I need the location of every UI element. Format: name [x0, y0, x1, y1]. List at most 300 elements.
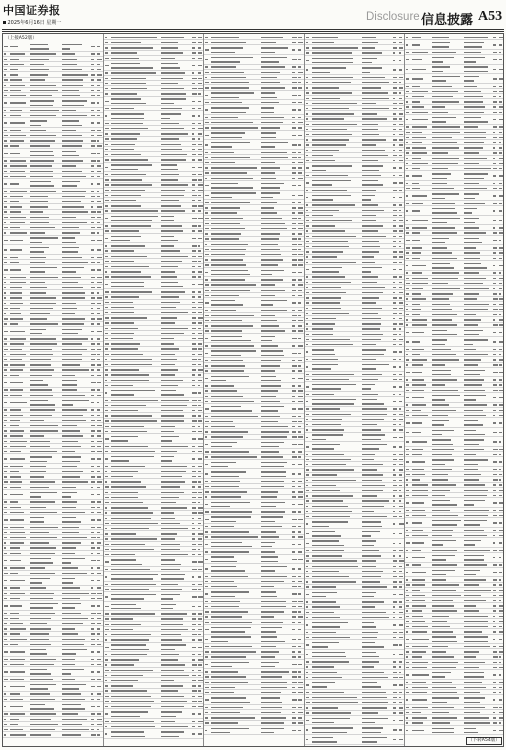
- table-cell-text: [292, 127, 296, 128]
- table-cell-text: [312, 72, 330, 73]
- table-cell-text: [30, 521, 44, 522]
- table-cell-text: [362, 210, 385, 211]
- table-cell-text: [205, 639, 208, 640]
- table-cell-text: [393, 225, 396, 226]
- table-cell-text: [499, 247, 503, 248]
- table-row: [305, 347, 404, 357]
- table-cell-text: [406, 132, 410, 133]
- table-cell-text: [432, 364, 446, 365]
- table-cell-text: [399, 87, 403, 88]
- table-cell-text: [362, 480, 382, 481]
- table-cell-text: [205, 144, 207, 145]
- table-cell-text: [198, 218, 203, 219]
- table-cell-text: [464, 147, 483, 148]
- table-cell-text: [10, 74, 18, 75]
- table-cell-text: [412, 454, 422, 455]
- table-cell-text: [105, 639, 107, 640]
- table-cell-text: [306, 485, 308, 486]
- table-cell-text: [393, 485, 397, 486]
- table-cell-text: [105, 584, 108, 585]
- table-cell-text: [406, 232, 409, 233]
- table-cell-text: [30, 155, 54, 156]
- table-cell-text: [306, 282, 309, 283]
- table-cell-text: [97, 430, 101, 431]
- table-cell-text: [205, 385, 207, 386]
- table-cell-text: [261, 622, 283, 623]
- table-cell-text: [261, 249, 280, 250]
- table-cell-text: [412, 692, 427, 693]
- table-cell-text: [10, 671, 25, 672]
- table-cell-text: [198, 307, 202, 308]
- table-cell-text: [406, 557, 409, 558]
- table-cell-text: [30, 165, 52, 166]
- table-cell-text: [306, 474, 310, 475]
- table-cell-text: [211, 570, 245, 571]
- table-cell-text: [30, 262, 45, 263]
- table-cell-text: [362, 394, 378, 395]
- table-cell-text: [298, 249, 301, 250]
- table-cell-text: [192, 230, 195, 231]
- table-cell-text: [97, 639, 99, 640]
- table-cell-text: [62, 375, 75, 376]
- table-row: [405, 40, 504, 50]
- table-cell-text: [192, 685, 196, 686]
- table-cell-text: [393, 424, 396, 425]
- table-cell-text: [161, 42, 178, 43]
- table-cell-text: [30, 115, 56, 116]
- table-cell-text: [30, 425, 58, 426]
- table-cell-text: [298, 730, 301, 731]
- table-cell-text: [105, 405, 107, 406]
- table-cell-text: [211, 546, 251, 547]
- table-cell-text: [205, 496, 207, 497]
- table-cell-text: [399, 215, 402, 216]
- table-cell-text: [493, 349, 497, 350]
- table-cell-text: [393, 302, 397, 303]
- table-cell-text: [261, 197, 273, 198]
- table-cell-text: [412, 651, 427, 652]
- table-cell-text: [292, 345, 295, 346]
- table-cell-text: [432, 178, 447, 179]
- table-cell-text: [393, 246, 396, 247]
- table-cell-text: [62, 441, 78, 442]
- table-cell-text: [91, 262, 95, 263]
- table-cell-text: [62, 673, 71, 674]
- table-row: [3, 556, 103, 566]
- table-cell-text: [97, 671, 100, 672]
- table-cell-text: [205, 102, 208, 103]
- table-cell-text: [97, 580, 100, 581]
- table-cell-text: [406, 550, 409, 551]
- table-cell-text: [205, 504, 208, 505]
- table-cell-text: [105, 93, 108, 94]
- table-cell-text: [393, 282, 395, 283]
- table-cell-text: [312, 454, 345, 455]
- table-cell-text: [362, 434, 385, 435]
- table-cell-text: [97, 532, 100, 533]
- table-cell-text: [499, 147, 503, 148]
- table-cell-text: [211, 345, 254, 346]
- table-cell-text: [298, 593, 301, 594]
- table-cell-text: [362, 297, 380, 298]
- table-cell-text: [432, 46, 449, 47]
- table-cell-text: [62, 237, 75, 238]
- table-cell-text: [406, 674, 410, 675]
- table-cell-text: [91, 53, 95, 54]
- table-cell-text: [62, 713, 78, 714]
- table-cell-text: [399, 262, 403, 263]
- table-cell-text: [306, 446, 309, 447]
- table-row: [204, 45, 303, 55]
- table-cell-text: [62, 338, 88, 339]
- table-cell-text: [393, 394, 396, 395]
- table-cell-text: [161, 604, 176, 605]
- table-cell-text: [62, 653, 76, 654]
- table-cell-text: [211, 722, 238, 723]
- table-cell-text: [91, 64, 94, 65]
- table-cell-text: [432, 252, 453, 253]
- table-cell-text: [211, 732, 230, 733]
- table-cell-text: [292, 185, 296, 186]
- table-cell-text: [292, 212, 295, 213]
- table-cell-text: [493, 232, 497, 233]
- table-cell-text: [406, 441, 409, 442]
- table-cell-text: [105, 88, 108, 89]
- table-cell-text: [161, 502, 176, 503]
- table-cell-text: [198, 276, 201, 277]
- table-cell-text: [192, 128, 195, 129]
- table-cell-text: [211, 284, 256, 285]
- table-cell-text: [292, 109, 296, 110]
- table-cell-text: [298, 117, 301, 118]
- table-cell-text: [97, 165, 101, 166]
- table-cell-text: [62, 607, 75, 608]
- table-row: [305, 265, 404, 275]
- table-cell-text: [464, 227, 479, 228]
- table-cell-text: [261, 451, 279, 452]
- table-cell-text: [412, 265, 427, 266]
- table-cell-text: [493, 490, 496, 491]
- table-cell-text: [312, 374, 355, 375]
- table-cell-text: [192, 733, 195, 734]
- table-cell-text: [97, 102, 99, 103]
- table-cell-text: [464, 152, 480, 153]
- table-cell-text: [399, 555, 402, 556]
- table-cell-text: [10, 165, 27, 166]
- table-cell-text: [406, 332, 409, 333]
- table-cell-text: [4, 487, 7, 488]
- table-cell-text: [298, 238, 301, 239]
- table-cell-text: [198, 629, 202, 630]
- table-cell-text: [30, 333, 42, 334]
- table-cell-text: [205, 656, 208, 657]
- table-cell-text: [306, 175, 309, 176]
- table-cell-text: [312, 637, 350, 638]
- table-cell-text: [211, 521, 235, 522]
- table-cell-text: [192, 549, 196, 550]
- table-cell-text: [362, 144, 376, 145]
- table-cell-text: [399, 92, 401, 93]
- table-cell-text: [105, 569, 108, 570]
- table-cell-text: [298, 345, 302, 346]
- table-cell-text: [161, 220, 174, 221]
- table-cell-text: [198, 523, 201, 524]
- table-cell-text: [211, 325, 253, 326]
- table-cell-text: [198, 606, 201, 607]
- table-cell-text: [432, 510, 451, 511]
- table-row: [405, 191, 504, 201]
- table-cell-text: [10, 476, 21, 477]
- table-cell-text: [362, 62, 372, 63]
- table-cell-text: [192, 200, 195, 201]
- table-cell-text: [62, 521, 81, 522]
- table-cell-text: [105, 451, 108, 452]
- table-cell-text: [406, 126, 410, 127]
- table-cell-text: [4, 74, 6, 75]
- table-cell-text: [4, 699, 7, 700]
- table-cell-text: [362, 672, 384, 673]
- table-cell-text: [111, 190, 145, 191]
- table-cell-text: [62, 446, 81, 447]
- table-cell-text: [10, 402, 27, 403]
- table-cell-text: [211, 162, 235, 163]
- table-cell-text: [30, 537, 57, 538]
- table-cell-text: [493, 278, 497, 279]
- table-cell-text: [412, 662, 428, 663]
- table-cell-text: [261, 662, 279, 663]
- table-cell-text: [105, 589, 109, 590]
- table-cell-text: [30, 593, 54, 594]
- table-row: [3, 149, 103, 159]
- table-cell-text: [432, 559, 447, 560]
- table-cell-text: [111, 528, 149, 529]
- table-cell-text: [97, 69, 101, 70]
- table-cell-text: [261, 102, 278, 103]
- table-cell-text: [306, 215, 309, 216]
- table-cell-text: [261, 270, 284, 271]
- table-cell-text: [432, 76, 460, 77]
- table-cell-text: [105, 174, 108, 175]
- table-cell-text: [161, 83, 178, 84]
- table-cell-text: [432, 80, 446, 81]
- table-cell-text: [412, 78, 423, 79]
- table-cell-text: [432, 334, 457, 335]
- table-cell-text: [91, 532, 94, 533]
- table-row: [305, 519, 404, 529]
- table-cell-text: [161, 523, 180, 524]
- table-cell-text: [292, 722, 296, 723]
- table-cell-text: [406, 252, 410, 253]
- table-cell-text: [111, 544, 145, 545]
- table-cell-text: [261, 97, 276, 98]
- table-cell-text: [261, 591, 276, 592]
- table-row: [305, 65, 404, 75]
- table-cell-text: [211, 561, 236, 562]
- table-cell-text: [91, 282, 94, 283]
- table-cell-text: [111, 659, 139, 660]
- table-cell-text: [205, 228, 209, 229]
- table-cell-text: [30, 420, 44, 421]
- table-cell-text: [261, 656, 275, 657]
- table-cell-text: [192, 576, 194, 577]
- table-cell-text: [192, 471, 196, 472]
- table-cell-text: [362, 103, 377, 104]
- table-cell-text: [306, 182, 310, 183]
- table-row: [104, 163, 203, 173]
- table-cell-text: [412, 240, 420, 241]
- table-cell-text: [192, 167, 195, 168]
- table-cell-text: [205, 551, 208, 552]
- table-cell-text: [393, 533, 395, 534]
- table-cell-text: [261, 491, 278, 492]
- table-cell-text: [10, 560, 21, 561]
- table-cell-text: [432, 57, 454, 58]
- table-cell-text: [97, 409, 100, 410]
- table-cell-text: [4, 560, 7, 561]
- table-cell-text: [97, 201, 101, 202]
- table-cell-text: [298, 302, 301, 303]
- table-cell-text: [198, 256, 202, 257]
- table-cell-text: [362, 308, 382, 309]
- table-cell-text: [30, 271, 45, 272]
- table-cell-text: [393, 204, 396, 205]
- table-cell-text: [298, 152, 301, 153]
- table-cell-text: [493, 298, 498, 299]
- table-row: [3, 118, 103, 128]
- table-cell-text: [105, 544, 109, 545]
- table-cell-text: [412, 397, 425, 398]
- table-cell-text: [62, 384, 77, 385]
- table-cell-text: [261, 355, 284, 356]
- table-cell-text: [298, 102, 302, 103]
- table-cell-text: [192, 65, 195, 66]
- table-cell-text: [205, 671, 207, 672]
- table-cell-text: [292, 378, 295, 379]
- table-cell-text: [362, 419, 384, 420]
- table-cell-text: [499, 484, 502, 485]
- table-cell-text: [261, 442, 284, 443]
- table-cell-text: [198, 446, 203, 447]
- table-cell-text: [412, 449, 423, 450]
- table-cell-text: [362, 287, 385, 288]
- table-cell-text: [493, 319, 495, 320]
- table-cell-text: [312, 328, 333, 329]
- table-cell-text: [97, 249, 101, 250]
- table-cell-text: [97, 573, 101, 574]
- table-cell-text: [399, 359, 401, 360]
- table-cell-text: [464, 667, 480, 668]
- table-cell-text: [464, 359, 482, 360]
- table-cell-text: [211, 142, 250, 143]
- table-cell-text: [91, 140, 96, 141]
- table-cell-text: [10, 415, 23, 416]
- table-cell-text: [399, 543, 402, 544]
- table-cell-text: [493, 557, 495, 558]
- table-cell-text: [261, 692, 280, 693]
- table-row: [305, 163, 404, 173]
- table-cell-text: [399, 672, 401, 673]
- table-cell-text: [205, 699, 208, 700]
- table-cell-text: [292, 426, 294, 427]
- table-cell-text: [62, 79, 83, 80]
- table-cell-text: [211, 132, 245, 133]
- table-cell-text: [432, 732, 454, 733]
- table-row: [405, 206, 504, 216]
- table-cell-text: [261, 536, 279, 537]
- table-cell-text: [362, 364, 390, 365]
- table-cell-text: [399, 707, 404, 708]
- table-cell-text: [362, 702, 388, 703]
- table-cell-text: [499, 422, 502, 423]
- table-cell-text: [91, 719, 94, 720]
- table-cell-text: [432, 37, 450, 38]
- table-cell-text: [362, 256, 375, 257]
- table-cell-text: [211, 646, 251, 647]
- table-cell-text: [111, 328, 138, 329]
- table-cell-text: [62, 395, 85, 396]
- table-cell-text: [362, 737, 388, 738]
- table-cell-text: [464, 283, 484, 284]
- table-cell-text: [192, 133, 194, 134]
- table-cell-text: [362, 230, 379, 231]
- table-cell-text: [105, 721, 109, 722]
- table-cell-text: [464, 354, 488, 355]
- table-cell-text: [111, 174, 146, 175]
- table-cell-text: [393, 560, 397, 561]
- table-cell-text: [111, 451, 155, 452]
- table-cell-text: [406, 142, 408, 143]
- table-cell-text: [10, 567, 25, 568]
- table-cell-text: [10, 679, 24, 680]
- table-cell-text: [406, 96, 408, 97]
- table-cell-text: [499, 220, 502, 221]
- table-row: [405, 418, 504, 428]
- table-cell-text: [464, 309, 488, 310]
- table-cell-text: [4, 110, 6, 111]
- table-cell-text: [192, 322, 196, 323]
- table-cell-text: [406, 147, 410, 148]
- table-cell-text: [298, 254, 303, 255]
- table-cell-text: [464, 410, 484, 411]
- table-cell-text: [10, 364, 25, 365]
- table-cell-text: [97, 713, 101, 714]
- table-cell-text: [192, 438, 196, 439]
- table-cell-text: [192, 302, 195, 303]
- table-cell-text: [499, 490, 503, 491]
- table-cell-text: [261, 112, 274, 113]
- table-cell-text: [30, 349, 52, 350]
- table-cell-text: [306, 246, 310, 247]
- table-cell-text: [10, 308, 20, 309]
- table-cell-text: [412, 314, 421, 315]
- table-cell-text: [192, 518, 194, 519]
- table-cell-text: [161, 364, 175, 365]
- table-cell-text: [97, 262, 100, 263]
- table-cell-text: [192, 144, 196, 145]
- table-cell-text: [111, 736, 145, 737]
- table-cell-text: [211, 274, 250, 275]
- table-cell-text: [499, 579, 501, 580]
- table-cell-text: [406, 258, 409, 259]
- table-cell-text: [464, 314, 476, 315]
- table-cell-text: [292, 385, 295, 386]
- table-cell-text: [362, 626, 377, 627]
- table-cell-text: [205, 109, 208, 110]
- table-cell-text: [432, 71, 444, 72]
- table-cell-text: [399, 712, 404, 713]
- table-cell-text: [161, 544, 180, 545]
- table-cell-text: [211, 536, 257, 537]
